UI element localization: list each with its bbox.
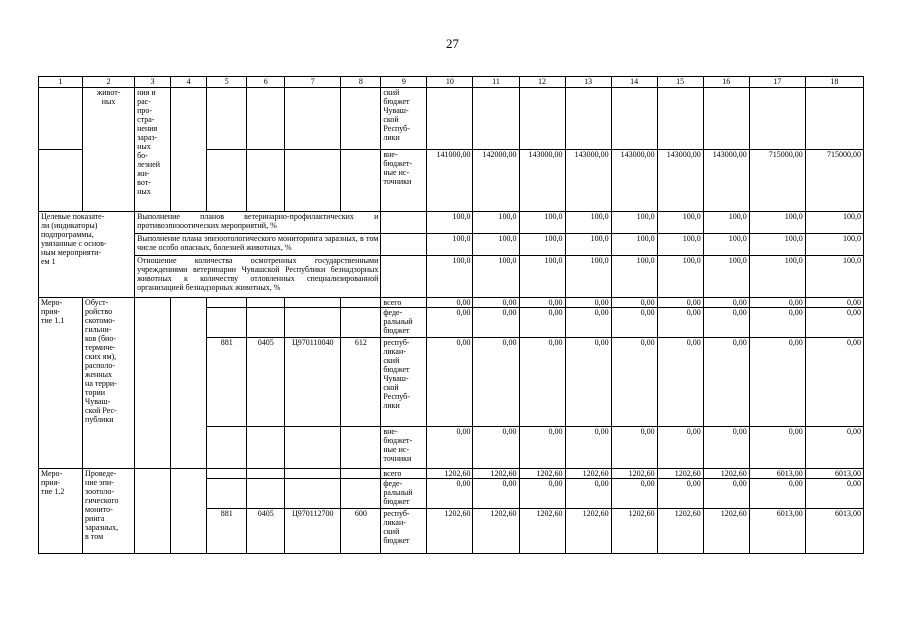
source-cell: респуб- ликан- ский бюджет Чуваш- ской Респуб- лики [381, 338, 427, 427]
indicator-row [39, 212, 864, 234]
value-cell: 0,00 [565, 308, 611, 338]
value-cell: 0,00 [519, 308, 565, 338]
cell [381, 212, 427, 234]
value-cell: 100,0 [657, 256, 703, 298]
value-cell: 143000,00 [611, 150, 657, 212]
cell [39, 88, 83, 150]
value-cell: 0,00 [657, 308, 703, 338]
value-cell: 0,00 [657, 298, 703, 308]
value-cell: 0,00 [657, 338, 703, 427]
value-cell: 141000,00 [427, 150, 473, 212]
rzpr-cell [247, 308, 285, 338]
rzpr-cell [247, 469, 285, 479]
csr-cell [285, 308, 341, 338]
value-cell [611, 88, 657, 150]
value-cell: 1202,60 [473, 469, 519, 479]
indicator-row [39, 256, 864, 298]
csr-cell [285, 479, 341, 509]
value-cell: 0,00 [805, 479, 863, 509]
indicator-label: Целевые показате- ли (индикаторы) подпрограммы, увязанные с основ- ным мероприяти- ем 1 [39, 212, 135, 298]
value-cell: 0,00 [703, 338, 749, 427]
rzpr-cell: 0405 [247, 338, 285, 427]
grbs-cell [207, 298, 247, 308]
table-row [39, 88, 864, 150]
header-cell: 17 [749, 77, 805, 88]
value-cell: 1202,60 [611, 469, 657, 479]
value-cell: 0,00 [805, 308, 863, 338]
value-cell: 0,00 [749, 427, 805, 469]
value-cell: 6013,00 [749, 509, 805, 554]
value-cell: 0,00 [805, 427, 863, 469]
value-cell: 1202,60 [565, 469, 611, 479]
value-cell: 143000,00 [703, 150, 749, 212]
m12-row [39, 469, 864, 479]
value-cell: 1202,60 [473, 509, 519, 554]
measure-name: Обуст- ройство скотомо- гильни- ков (био- термиче- ских ям), располо- женных на терри- тории Чуваш- ской Рес- публики [83, 298, 135, 469]
rzpr-cell [247, 427, 285, 469]
indicator-text: Отношение количества осмотренных государственными учреждениями ветеринарии Чувашской Республики безнадзорных животных к количеству отловленных специализированной организацией безнадзорных животных, % [135, 256, 381, 298]
rzpr-cell [247, 479, 285, 509]
value-cell: 0,00 [473, 338, 519, 427]
csr-cell [285, 469, 341, 479]
cell [171, 298, 207, 469]
value-cell: 0,00 [703, 298, 749, 308]
value-cell: 100,0 [565, 256, 611, 298]
header-cell: 14 [611, 77, 657, 88]
source-cell: респуб- ликан- ский бюджет [381, 509, 427, 554]
cell [247, 150, 285, 212]
csr-cell: Ц970110040 [285, 338, 341, 427]
header-cell: 5 [207, 77, 247, 88]
value-cell: 1202,60 [519, 469, 565, 479]
header-cell: 4 [171, 77, 207, 88]
value-cell: 100,0 [749, 256, 805, 298]
csr-cell: Ц970112700 [285, 509, 341, 554]
source-cell: вне- бюджет- ные ис- точники [381, 427, 427, 469]
cell [207, 150, 247, 212]
cell [381, 234, 427, 256]
vr-cell [341, 479, 381, 509]
cell [135, 298, 171, 469]
value-cell: 100,0 [749, 212, 805, 234]
value-cell: 0,00 [565, 298, 611, 308]
value-cell: 0,00 [519, 427, 565, 469]
header-cell: 12 [519, 77, 565, 88]
indicator-text: Выполнение планов ветеринарно-профилактических и противоэпизоотических мероприятий, % [135, 212, 381, 234]
value-cell: 0,00 [611, 298, 657, 308]
value-cell: 100,0 [657, 212, 703, 234]
vr-cell: 612 [341, 338, 381, 427]
value-cell: 100,0 [657, 234, 703, 256]
value-cell: 0,00 [427, 338, 473, 427]
vr-cell [341, 308, 381, 338]
m11-row [39, 298, 864, 308]
value-cell: 0,00 [565, 427, 611, 469]
value-cell: 0,00 [703, 308, 749, 338]
header-cell: 3 [135, 77, 171, 88]
header-cell: 7 [285, 77, 341, 88]
value-cell [805, 88, 863, 150]
value-cell: 142000,00 [473, 150, 519, 212]
value-cell: 100,0 [703, 212, 749, 234]
rzpr-cell: 0405 [247, 509, 285, 554]
header-cell: 1 [39, 77, 83, 88]
value-cell: 0,00 [703, 479, 749, 509]
value-cell: 0,00 [473, 479, 519, 509]
value-cell: 0,00 [473, 427, 519, 469]
value-cell: 100,0 [473, 212, 519, 234]
header-cell: 18 [805, 77, 863, 88]
value-cell: 0,00 [427, 308, 473, 338]
value-cell: 1202,60 [565, 509, 611, 554]
cell [341, 150, 381, 212]
budget-table [38, 76, 864, 554]
source-cell: феде- ральный бюджет [381, 308, 427, 338]
value-cell: 0,00 [749, 308, 805, 338]
value-cell: 100,0 [427, 212, 473, 234]
value-cell: 6013,00 [749, 469, 805, 479]
source-cell: вне- бюджет- ные ис- точники [381, 150, 427, 212]
csr-cell [285, 427, 341, 469]
cell [135, 469, 171, 554]
value-cell: 100,0 [473, 234, 519, 256]
header-cell: 10 [427, 77, 473, 88]
value-cell: 0,00 [611, 479, 657, 509]
grbs-cell [207, 427, 247, 469]
value-cell: 1202,60 [611, 509, 657, 554]
vr-cell: 600 [341, 509, 381, 554]
value-cell: 0,00 [611, 427, 657, 469]
value-cell: 1202,60 [703, 469, 749, 479]
value-cell: 100,0 [519, 212, 565, 234]
value-cell: 0,00 [611, 338, 657, 427]
header-cell: 8 [341, 77, 381, 88]
value-cell: 0,00 [657, 479, 703, 509]
value-cell: 1202,60 [519, 509, 565, 554]
value-cell: 100,0 [611, 256, 657, 298]
source-cell: всего [381, 469, 427, 479]
value-cell: 100,0 [611, 234, 657, 256]
value-cell: 6013,00 [805, 469, 863, 479]
value-cell: 100,0 [703, 256, 749, 298]
value-cell: 0,00 [611, 308, 657, 338]
value-cell: 143000,00 [519, 150, 565, 212]
cell [341, 88, 381, 150]
grbs-cell: 881 [207, 509, 247, 554]
vr-cell [341, 469, 381, 479]
value-cell: 0,00 [427, 427, 473, 469]
value-cell: 715000,00 [805, 150, 863, 212]
value-cell [703, 88, 749, 150]
value-cell: 0,00 [749, 479, 805, 509]
value-cell: 0,00 [805, 298, 863, 308]
value-cell: 0,00 [473, 298, 519, 308]
value-cell: 143000,00 [565, 150, 611, 212]
cell [285, 88, 341, 150]
value-cell: 715000,00 [749, 150, 805, 212]
source-cell: всего [381, 298, 427, 308]
grbs-cell: 881 [207, 338, 247, 427]
value-cell: 0,00 [519, 298, 565, 308]
measure-name-cell: живот- ных [83, 88, 135, 212]
header-row [39, 77, 864, 88]
value-cell: 1202,60 [427, 509, 473, 554]
value-cell: 0,00 [565, 479, 611, 509]
table-body [39, 77, 864, 554]
header-cell: 16 [703, 77, 749, 88]
value-cell: 1202,60 [657, 509, 703, 554]
value-cell: 143000,00 [657, 150, 703, 212]
measure-desc-cell: ния и рас- про- стра- нения зараз- ных бо- лезней жи- вот- ных [135, 88, 171, 212]
value-cell: 1202,60 [703, 509, 749, 554]
value-cell: 0,00 [519, 338, 565, 427]
source-cell: феде- ральный бюджет [381, 479, 427, 509]
measure-name: Проведе- ние эпи- зоотоло- гического монито- ринга заразных, в том [83, 469, 135, 554]
value-cell [749, 88, 805, 150]
value-cell: 100,0 [805, 212, 863, 234]
value-cell: 100,0 [519, 234, 565, 256]
value-cell: 0,00 [473, 308, 519, 338]
value-cell: 1202,60 [657, 469, 703, 479]
value-cell: 0,00 [657, 427, 703, 469]
header-cell: 11 [473, 77, 519, 88]
cell [247, 88, 285, 150]
value-cell: 100,0 [611, 212, 657, 234]
csr-cell [285, 298, 341, 308]
vr-cell [341, 427, 381, 469]
value-cell: 0,00 [749, 338, 805, 427]
value-cell: 100,0 [565, 212, 611, 234]
value-cell: 100,0 [519, 256, 565, 298]
value-cell: 100,0 [805, 256, 863, 298]
cell [171, 88, 207, 212]
page-number: 27 [446, 36, 459, 51]
header-cell: 9 [381, 77, 427, 88]
value-cell: 0,00 [749, 298, 805, 308]
value-cell: 0,00 [427, 298, 473, 308]
value-cell [519, 88, 565, 150]
cell [207, 88, 247, 150]
cell [285, 150, 341, 212]
measure-label: Меро- прия- тие 1.1 [39, 298, 83, 469]
vr-cell [341, 298, 381, 308]
value-cell [565, 88, 611, 150]
value-cell: 100,0 [805, 234, 863, 256]
rzpr-cell [247, 298, 285, 308]
header-cell: 2 [83, 77, 135, 88]
value-cell: 0,00 [565, 338, 611, 427]
grbs-cell [207, 308, 247, 338]
value-cell: 0,00 [805, 338, 863, 427]
cell [381, 256, 427, 298]
value-cell: 100,0 [427, 256, 473, 298]
value-cell [473, 88, 519, 150]
indicator-text: Выполнение плана эпизоотологического мониторинга заразных, в том числе особо опасных, болезней животных, % [135, 234, 381, 256]
indicator-row [39, 234, 864, 256]
cell [39, 150, 83, 212]
value-cell: 1202,60 [427, 469, 473, 479]
value-cell: 0,00 [519, 479, 565, 509]
header-cell: 6 [247, 77, 285, 88]
cell [171, 469, 207, 554]
value-cell: 100,0 [749, 234, 805, 256]
header-cell: 15 [657, 77, 703, 88]
value-cell: 100,0 [427, 234, 473, 256]
value-cell: 100,0 [565, 234, 611, 256]
value-cell [427, 88, 473, 150]
header-cell: 13 [565, 77, 611, 88]
grbs-cell [207, 479, 247, 509]
value-cell: 100,0 [703, 234, 749, 256]
measure-label: Меро- прия- тие 1.2 [39, 469, 83, 554]
value-cell: 6013,00 [805, 509, 863, 554]
value-cell [657, 88, 703, 150]
source-cell: ский бюджет Чуваш- ской Респуб- лики [381, 88, 427, 150]
value-cell: 0,00 [427, 479, 473, 509]
value-cell: 0,00 [703, 427, 749, 469]
value-cell: 100,0 [473, 256, 519, 298]
grbs-cell [207, 469, 247, 479]
